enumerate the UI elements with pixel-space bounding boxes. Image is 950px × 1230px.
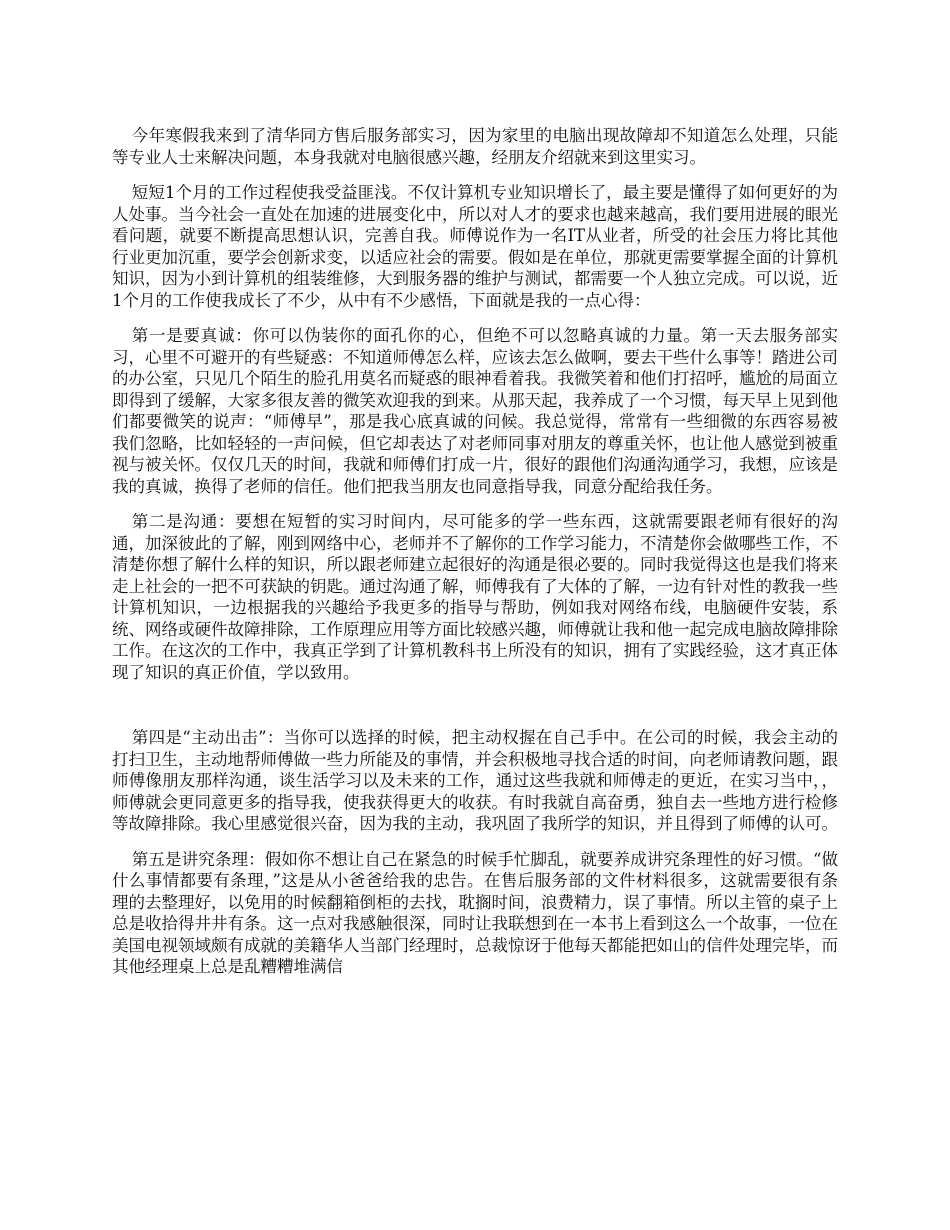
- paragraph-sincerity: 第一是要真诚：你可以伪装你的面孔你的心，但绝不可以忽略真诚的力量。第一天去服务部实习，心里不可避开的有些疑惑：不知道师傅怎么样，应该去怎么做啊，要去干些什么事等！踏进公司的办公室，只见几个陌生的脸孔用莫名而疑惑的眼神看着我。我微笑着和他们打招呼，尴尬的局面立即得到了缓解，大家多很友善的微笑欢迎我的到来。从那天起，我养成了一个习惯，每天早上见到他们都要微笑的说声：“师傅早”，那是我心底真诚的问候。我总觉得，常常有一些细微的东西容易被我们忽略，比如轻轻的一声问候，但它却表达了对老师同事对朋友的尊重关怀，也让他人感觉到被重视与被关怀。仅仅几天的时间，我就和师傅们打成一片，很好的跟他们沟通沟通学习，我想，应该是我的真诚，换得了老师的信任。他们把我当朋友也同意指导我，同意分配给我任务。: [112, 326, 838, 496]
- paragraph-summary: 短短1个月的工作过程使我受益匪浅。不仅计算机专业知识增长了，最主要是懂得了如何更好的为人处事。当今社会一直处在加速的进展变化中，所以对人才的要求也越来越高，我们要用进展的眼光看问题，就要不断提高思想认识，完善自我。师傅说作为一名IT从业者，所受的社会压力将比其他行业更加沉重，要学会创新求变，以适应社会的需要。假如是在单位，那就更需要掌握全面的计算机知识，因为小到计算机的组装维修，大到服务器的维护与测试，都需要一个人独立完成。可以说，近1个月的工作使我成长了不少，从中有不少感悟，下面就是我的一点心得：: [112, 183, 838, 310]
- paragraph-orderliness: 第五是讲究条理：假如你不想让自己在紧急的时候手忙脚乱，就要养成讲究条理性的好习惯。“做什么事情都要有条理，”这是从小爸爸给我的忠告。在售后服务部的文件材料很多，这就需要很有条理的去整理好，以免用的时候翻箱倒柜的去找，耽搁时间，浪费精力，误了事情。所以主管的桌子上总是收拾得井井有条。这一点对我感触很深，同时让我联想到在一本书上看到这么一个故事，一位在美国电视领域颇有成就的美籍华人当部门经理时，总裁惊讶于他每天都能把如山的信件处理完毕，而其他经理桌上总是乱糟糟堆满信: [112, 849, 838, 976]
- paragraph-intro: 今年寒假我来到了清华同方售后服务部实习，因为家里的电脑出现故障却不知道怎么处理，只能等专业人士来解决问题，本身我就对电脑很感兴趣，经朋友介绍就来到这里实习。: [112, 126, 838, 167]
- paragraph-communication: 第二是沟通：要想在短暂的实习时间内，尽可能多的学一些东西，这就需要跟老师有很好的沟通，加深彼此的了解，刚到网络中心，老师并不了解你的工作学习能力，不清楚你会做哪些工作，不清楚你想了解什么样的知识，所以跟老师建立起很好的沟通是很必要的。同时我觉得这也是我们将来走上社会的一把不可获缺的钥匙。通过沟通了解，师傅我有了大体的了解，一边有针对性的教我一些计算机知识，一边根据我的兴趣给予我更多的指导与帮助，例如我对网络布线，电脑硬件安装，系统、网络或硬件故障排除，工作原理应用等方面比较感兴趣，师傅就让我和他一起完成电脑故障排除工作。在这次的工作中，我真正学到了计算机教科书上所没有的知识，拥有了实践经验，这才真正体现了知识的真正价值，学以致用。: [112, 512, 838, 682]
- blank-gap: [112, 697, 838, 727]
- paragraph-initiative: 第四是“主动出击”：当你可以选择的时候，把主动权握在自己手中。在公司的时候，我会主动的打扫卫生，主动地帮师傅做一些力所能及的事情，并会积极地寻找合适的时间，向老师请教问题，跟师傅像朋友那样沟通，谈生活学习以及未来的工作，通过这些我就和师傅走的更近，在实习当中，，师傅就会更同意更多的指导我，使我获得更大的收获。有时我就自高奋勇，独自去一些地方进行检修等故障排除。我心里感觉很兴奋，因为我的主动，我巩固了我所学的知识，并且得到了师傅的认可。: [112, 728, 838, 833]
- document-page: [112, 125, 838, 992]
